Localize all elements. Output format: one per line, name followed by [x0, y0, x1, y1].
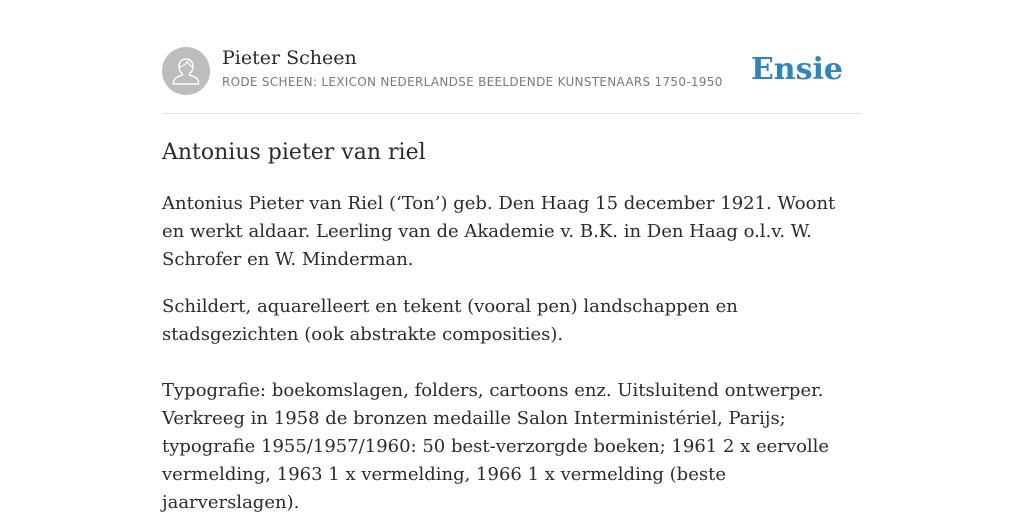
source-label[interactable]: RODE SCHEEN: LEXICON NEDERLANDSE BEELDENDE KUNSTENAARS 1750-1950: [222, 75, 723, 89]
entry-paragraph: Antonius Pieter van Riel (‘Ton’) geb. Den Haag 15 december 1921. Woont en werkt aldaar. Leerling van de Akademie v. B.K. in Den Haag o.l.v. W. Schrofer en W. Minderman.: [162, 193, 836, 270]
entry-card: [162, 0, 862, 512]
author-name[interactable]: Pieter Scheen: [222, 47, 357, 69]
entry-paragraph: Typografie: boekomslagen, folders, cartoons enz. Uitsluitend ontwerper. Verkreeg in 1958 de bronzen medaille Salon Interministériel, Parijs; typografie 1955/1957/1960: 50 best-verzorgde boeken; 1961 2 x eervolle vermelding, 1963 1 x vermelding, 1966 1 x vermelding (beste jaarverslagen).: [162, 380, 830, 513]
entry-title: Antonius pieter van riel: [162, 140, 426, 165]
entry-header: [162, 46, 862, 96]
header-divider: [162, 113, 862, 114]
entry-paragraph: Schildert, aquarelleert en tekent (vooral pen) landschappen en stadsgezichten (ook abstrakte composities).: [162, 296, 738, 345]
user-avatar-icon[interactable]: [162, 47, 210, 95]
brand-logo[interactable]: Ensie: [750, 52, 843, 87]
